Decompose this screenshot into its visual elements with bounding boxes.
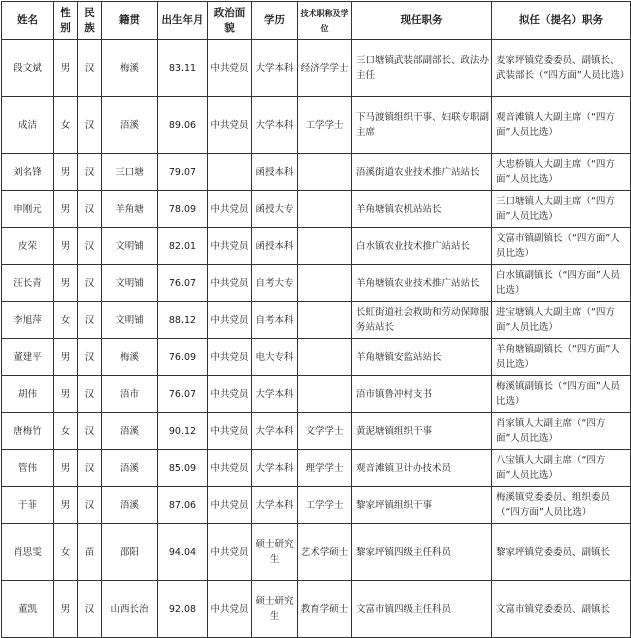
cell-degree — [298, 339, 352, 376]
cell-ethnicity: 汉 — [78, 228, 102, 265]
cell-birth: 87.06 — [158, 487, 208, 524]
cell-name: 管伟 — [2, 450, 54, 487]
table-row — [2, 228, 631, 265]
cell-gender: 男 — [54, 581, 78, 638]
cell-name: 成洁 — [2, 97, 54, 154]
cell-proposed-post: 文富市镇副镇长（“四方面”人员比选） — [492, 228, 631, 265]
cell-education: 自考大专 — [252, 265, 298, 302]
cell-political: 中共党员 — [208, 413, 252, 450]
cell-degree — [298, 265, 352, 302]
cell-proposed-post: 羊角塘镇副镇长（“四方面”人员比选） — [492, 339, 631, 376]
cell-birth: 94.04 — [158, 524, 208, 581]
cell-name: 汪长青 — [2, 265, 54, 302]
table-row — [2, 154, 631, 191]
cell-political: 中共党员 — [208, 302, 252, 339]
cell-education: 大学本科 — [252, 40, 298, 97]
table-row — [2, 450, 631, 487]
cell-ethnicity: 汉 — [78, 97, 102, 154]
cell-gender: 男 — [54, 40, 78, 97]
cell-degree — [298, 376, 352, 413]
cell-name: 董建平 — [2, 339, 54, 376]
cell-political — [208, 154, 252, 191]
cell-ethnicity: 汉 — [78, 40, 102, 97]
cell-current-post: 浯市镇鲁冲村支书 — [352, 376, 492, 413]
cell-gender: 男 — [54, 265, 78, 302]
cell-current-post: 黎家坪镇组织干事 — [352, 487, 492, 524]
cell-current-post: 羊角塘镇农业技术推广站站长 — [352, 265, 492, 302]
cell-ethnicity: 汉 — [78, 302, 102, 339]
cell-education: 函授本科 — [252, 228, 298, 265]
cell-birth: 89.06 — [158, 97, 208, 154]
cell-education: 大学本科 — [252, 413, 298, 450]
table-row — [2, 487, 631, 524]
cell-proposed-post: 观音滩镇人大副主席（“四方面”人员比选） — [492, 97, 631, 154]
cell-political: 中共党员 — [208, 487, 252, 524]
table-row — [2, 265, 631, 302]
cell-name: 董凯 — [2, 581, 54, 638]
cell-name: 唐梅竹 — [2, 413, 54, 450]
cell-proposed-post: 梅溪镇副镇长（“四方面”人员比选） — [492, 376, 631, 413]
cell-degree — [298, 228, 352, 265]
cell-gender: 男 — [54, 339, 78, 376]
cell-gender: 女 — [54, 97, 78, 154]
cell-degree: 艺术学硕士 — [298, 524, 352, 581]
cell-birth: 78.09 — [158, 191, 208, 228]
cell-ethnicity: 汉 — [78, 450, 102, 487]
cell-degree — [298, 191, 352, 228]
table-row — [2, 376, 631, 413]
table-row — [2, 191, 631, 228]
cell-gender: 男 — [54, 228, 78, 265]
cell-birth: 76.07 — [158, 265, 208, 302]
cell-gender: 女 — [54, 524, 78, 581]
header-degree: 技术职称及学位 — [298, 2, 352, 40]
cell-degree — [298, 302, 352, 339]
cell-education: 函授大专 — [252, 191, 298, 228]
cell-native-place: 浯溪 — [102, 487, 158, 524]
cell-education: 大学本科 — [252, 450, 298, 487]
cell-name: 段文斌 — [2, 40, 54, 97]
table-row — [2, 339, 631, 376]
cell-gender: 男 — [54, 191, 78, 228]
cell-degree: 经济学学士 — [298, 40, 352, 97]
table-row — [2, 40, 631, 97]
cell-proposed-post: 八宝镇人大副主席（“四方面”人员比选） — [492, 450, 631, 487]
cell-ethnicity: 苗 — [78, 524, 102, 581]
cell-native-place: 梅溪 — [102, 40, 158, 97]
cell-native-place: 羊角塘 — [102, 191, 158, 228]
cell-proposed-post: 进宝塘镇人大副主席（“四方面”人员比选） — [492, 302, 631, 339]
cell-current-post: 观音滩镇卫计办技术员 — [352, 450, 492, 487]
cell-birth: 85.09 — [158, 450, 208, 487]
cell-degree: 文学学士 — [298, 413, 352, 450]
cell-political: 中共党员 — [208, 581, 252, 638]
cell-political: 中共党员 — [208, 376, 252, 413]
cell-birth: 76.07 — [158, 376, 208, 413]
table-row — [2, 413, 631, 450]
header-political: 政治面貌 — [208, 2, 252, 40]
cell-current-post: 黎家坪镇四级主任科员 — [352, 524, 492, 581]
cell-birth: 76.09 — [158, 339, 208, 376]
cell-native-place: 浯溪 — [102, 97, 158, 154]
cell-current-post: 长虹街道社会救助和劳动保障服务站站长 — [352, 302, 492, 339]
cell-gender: 男 — [54, 154, 78, 191]
cell-current-post: 三口塘镇武装部副部长、政法办主任 — [352, 40, 492, 97]
cell-native-place: 邵阳 — [102, 524, 158, 581]
cell-name: 于菲 — [2, 487, 54, 524]
cell-current-post: 浯溪街道农业技术推广站站长 — [352, 154, 492, 191]
cell-education: 大学本科 — [252, 376, 298, 413]
cell-native-place: 三口塘 — [102, 154, 158, 191]
cell-current-post: 羊角塘镇安监站站长 — [352, 339, 492, 376]
cell-gender: 女 — [54, 413, 78, 450]
cell-proposed-post: 白水镇副镇长（“四方面”人员比选） — [492, 265, 631, 302]
table-row — [2, 302, 631, 339]
cell-ethnicity: 汉 — [78, 265, 102, 302]
cell-ethnicity: 汉 — [78, 191, 102, 228]
cell-birth: 79.07 — [158, 154, 208, 191]
cell-native-place: 文明铺 — [102, 228, 158, 265]
cell-degree: 工学学士 — [298, 97, 352, 154]
header-education: 学历 — [252, 2, 298, 40]
cell-political: 中共党员 — [208, 40, 252, 97]
cell-gender: 男 — [54, 487, 78, 524]
candidate-table — [1, 1, 631, 638]
cell-proposed-post: 大忠桥镇人大副主席（“四方面”人员比选） — [492, 154, 631, 191]
cell-gender: 男 — [54, 450, 78, 487]
cell-birth: 92.08 — [158, 581, 208, 638]
cell-proposed-post: 麦家坪镇党委委员、副镇长、武装部长（“四方面”人员比选） — [492, 40, 631, 97]
cell-ethnicity: 汉 — [78, 413, 102, 450]
table-row — [2, 524, 631, 581]
cell-native-place: 浯溪 — [102, 450, 158, 487]
cell-education: 函授本科 — [252, 154, 298, 191]
cell-name: 李旭萍 — [2, 302, 54, 339]
cell-ethnicity: 汉 — [78, 581, 102, 638]
cell-current-post: 羊角塘镇农机站站长 — [352, 191, 492, 228]
cell-political: 中共党员 — [208, 97, 252, 154]
cell-education: 硕士研究生 — [252, 581, 298, 638]
cell-degree: 工学学士 — [298, 487, 352, 524]
cell-current-post: 白水镇农业技术推广站站长 — [352, 228, 492, 265]
cell-name: 肖思雯 — [2, 524, 54, 581]
cell-ethnicity: 汉 — [78, 487, 102, 524]
cell-education: 硕士研究生 — [252, 524, 298, 581]
cell-political: 中共党员 — [208, 524, 252, 581]
cell-birth: 90.12 — [158, 413, 208, 450]
cell-proposed-post: 三口塘镇人大副主席（“四方面”人员比选） — [492, 191, 631, 228]
header-ethnicity: 民族 — [78, 2, 102, 40]
cell-native-place: 文明铺 — [102, 302, 158, 339]
cell-current-post: 文富市镇四级主任科员 — [352, 581, 492, 638]
table-row — [2, 97, 631, 154]
header-native-place: 籍贯 — [102, 2, 158, 40]
cell-ethnicity: 汉 — [78, 339, 102, 376]
header-birth: 出生年月 — [158, 2, 208, 40]
cell-native-place: 文明铺 — [102, 265, 158, 302]
cell-political: 中共党员 — [208, 265, 252, 302]
cell-birth: 83.11 — [158, 40, 208, 97]
header-row — [2, 2, 631, 40]
cell-native-place: 浯市 — [102, 376, 158, 413]
cell-political: 中共党员 — [208, 450, 252, 487]
cell-education: 自考本科 — [252, 302, 298, 339]
cell-proposed-post: 肖家镇人大副主席（“四方面”人员比选） — [492, 413, 631, 450]
cell-name: 刘名锋 — [2, 154, 54, 191]
cell-native-place: 山西长治 — [102, 581, 158, 638]
cell-degree: 理学学士 — [298, 450, 352, 487]
cell-birth: 82.01 — [158, 228, 208, 265]
cell-current-post: 下马渡镇组织干事、妇联专职副主席 — [352, 97, 492, 154]
cell-birth: 88.12 — [158, 302, 208, 339]
header-current-post: 现任职务 — [352, 2, 492, 40]
cell-gender: 女 — [54, 302, 78, 339]
cell-ethnicity: 汉 — [78, 376, 102, 413]
header-proposed-post: 拟任（提名）职务 — [492, 2, 631, 40]
cell-education: 电大专科 — [252, 339, 298, 376]
cell-political: 中共党员 — [208, 191, 252, 228]
cell-political: 中共党员 — [208, 228, 252, 265]
header-name: 姓名 — [2, 2, 54, 40]
cell-degree — [298, 154, 352, 191]
cell-gender: 男 — [54, 376, 78, 413]
cell-name: 胡伟 — [2, 376, 54, 413]
cell-current-post: 黄泥塘镇组织干事 — [352, 413, 492, 450]
cell-education: 大学本科 — [252, 487, 298, 524]
cell-degree: 教育学硕士 — [298, 581, 352, 638]
cell-proposed-post: 文富市镇党委委员、副镇长 — [492, 581, 631, 638]
cell-political: 中共党员 — [208, 339, 252, 376]
header-gender: 性别 — [54, 2, 78, 40]
cell-name: 申刚元 — [2, 191, 54, 228]
cell-education: 大学本科 — [252, 97, 298, 154]
cell-native-place: 浯溪 — [102, 413, 158, 450]
cell-proposed-post: 梅溪镇党委委员、组织委员（“四方面”人员比选） — [492, 487, 631, 524]
cell-native-place: 梅溪 — [102, 339, 158, 376]
cell-proposed-post: 黎家坪镇党委委员、副镇长 — [492, 524, 631, 581]
cell-ethnicity: 汉 — [78, 154, 102, 191]
cell-name: 皮荣 — [2, 228, 54, 265]
